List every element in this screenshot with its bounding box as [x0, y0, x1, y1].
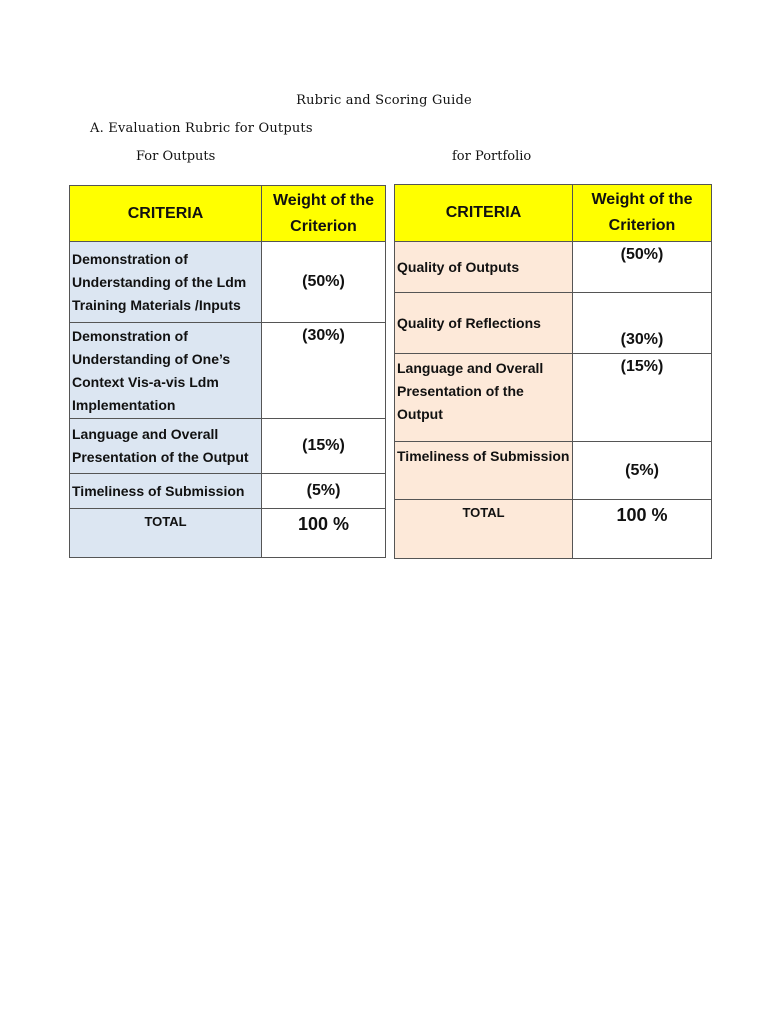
total-label: TOTAL	[395, 500, 573, 559]
weight-cell: (50%)	[262, 242, 386, 323]
criterion-cell: Timeliness of Submission	[70, 474, 262, 509]
table-row	[395, 354, 712, 442]
weight-cell: (50%)	[573, 242, 712, 293]
weight-cell: (5%)	[573, 442, 712, 500]
criterion-cell: Quality of Outputs	[395, 242, 573, 293]
criteria-header: CRITERIA	[70, 186, 262, 242]
portfolio-caption: for Portfolio	[452, 149, 532, 164]
table-row	[70, 474, 386, 509]
outputs-caption: For Outputs	[136, 149, 216, 164]
criterion-cell: Timeliness of Submission	[395, 442, 573, 500]
table-row	[395, 242, 712, 293]
table-row	[70, 242, 386, 323]
weight-cell: (30%)	[573, 293, 712, 354]
table-row	[395, 293, 712, 354]
table-header-row	[70, 186, 386, 242]
total-label: TOTAL	[70, 509, 262, 558]
criterion-cell: Language and Overall Presentation of the Output	[395, 354, 573, 442]
total-row	[395, 500, 712, 559]
table-row	[395, 442, 712, 500]
criteria-header: CRITERIA	[395, 185, 573, 242]
table-row	[70, 419, 386, 474]
document-title: Rubric and Scoring Guide	[296, 93, 472, 108]
weight-cell: (15%)	[262, 419, 386, 474]
weight-cell: (5%)	[262, 474, 386, 509]
total-value: 100 %	[573, 500, 712, 559]
criterion-cell: Demonstration of Understanding of the Ldm Training Materials /Inputs	[70, 242, 262, 323]
table-row	[70, 323, 386, 419]
total-value: 100 %	[262, 509, 386, 558]
outputs-rubric-table	[69, 185, 386, 558]
weight-cell: (15%)	[573, 354, 712, 442]
section-heading: A. Evaluation Rubric for Outputs	[90, 121, 313, 136]
portfolio-rubric-table	[394, 184, 712, 559]
criterion-cell: Language and Overall Presentation of the Output	[70, 419, 262, 474]
table-header-row	[395, 185, 712, 242]
weight-header: Weight of the Criterion	[573, 185, 712, 242]
criterion-cell: Demonstration of Understanding of One’s Context Vis-a-vis Ldm Implementation	[70, 323, 262, 419]
criterion-cell: Quality of Reflections	[395, 293, 573, 354]
weight-header: Weight of the Criterion	[262, 186, 386, 242]
total-row	[70, 509, 386, 558]
weight-cell: (30%)	[262, 323, 386, 419]
